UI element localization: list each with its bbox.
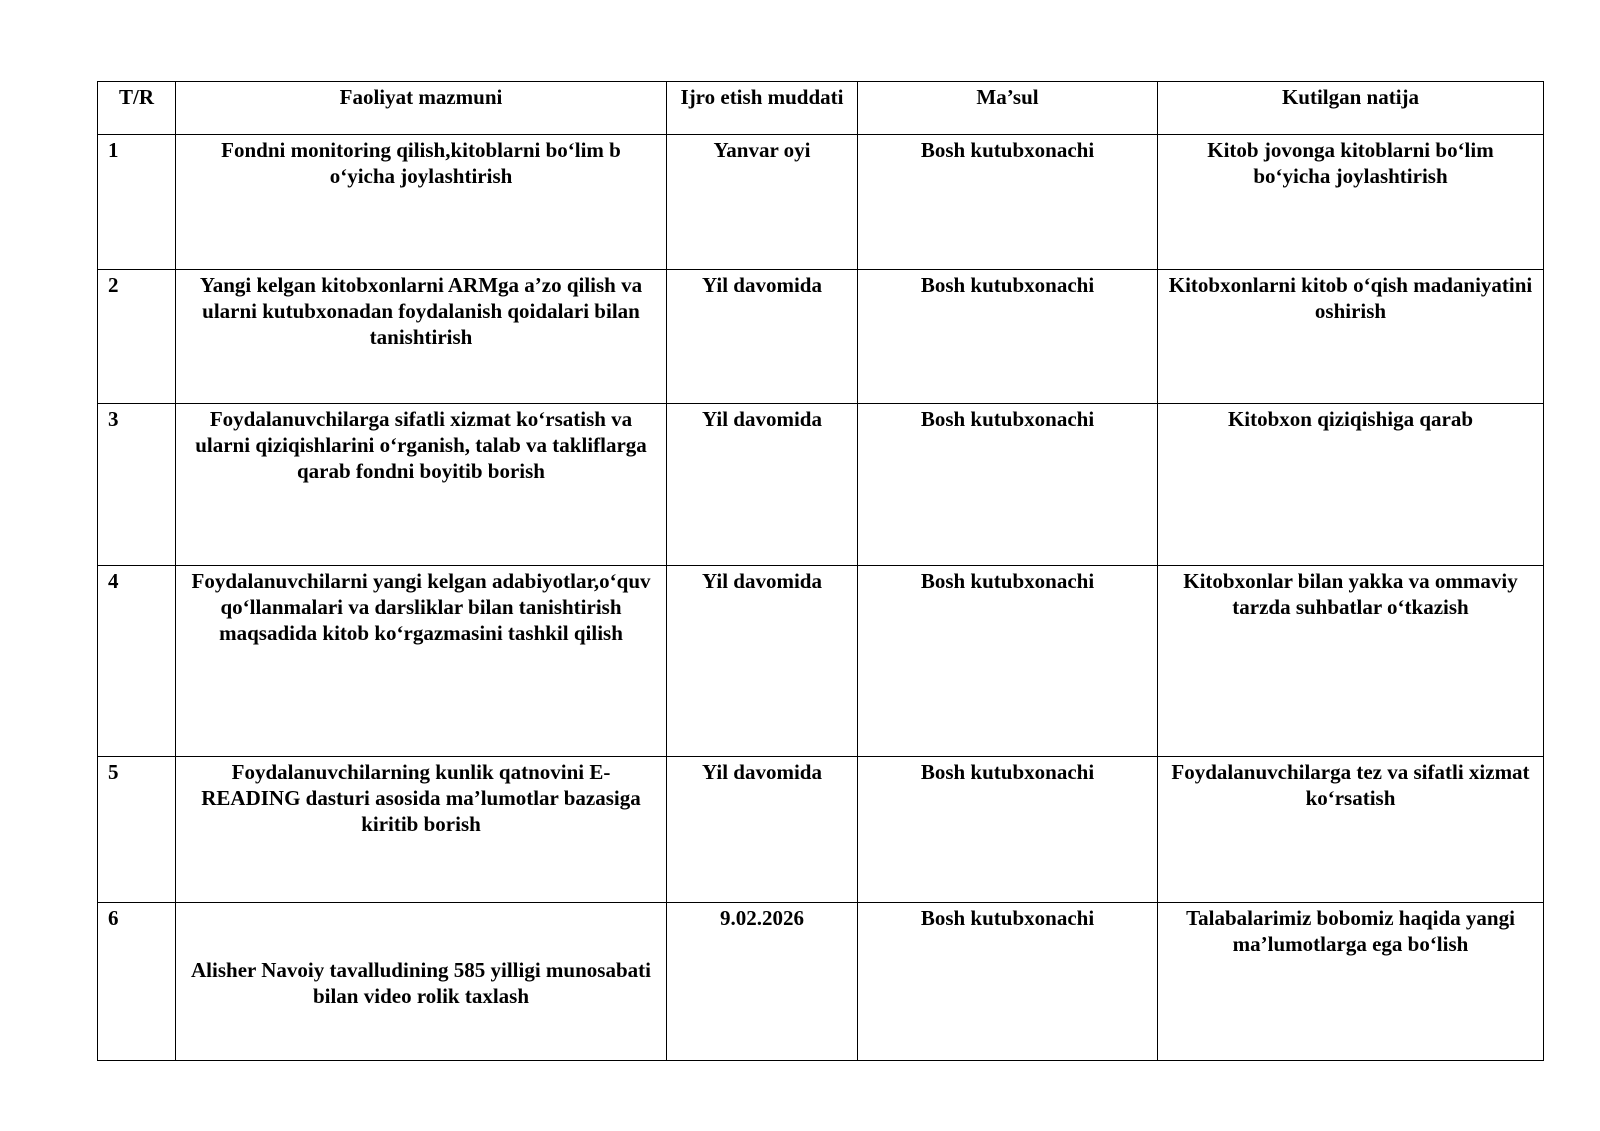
row-result: Kitob jovonga kitoblarni bo‘lim bo‘yicha joylashtirish — [1158, 135, 1544, 270]
row-responsible: Bosh kutubxonachi — [858, 270, 1158, 404]
table-row — [98, 566, 1544, 757]
row-num: 4 — [98, 566, 176, 757]
row-responsible: Bosh kutubxonachi — [858, 757, 1158, 903]
row-term: Yanvar oyi — [667, 135, 858, 270]
row-activity: Alisher Navoiy tavalludining 585 yilligi munosabati bilan video rolik taxlash — [191, 958, 651, 1008]
row-activity: Fondni monitoring qilish,kitoblarni bo‘lim b o‘yicha joylashtirish — [176, 135, 667, 270]
row-responsible: Bosh kutubxonachi — [858, 404, 1158, 566]
row-result: Kitobxon qiziqishiga qarab — [1158, 404, 1544, 566]
header-responsible: Ma’sul — [858, 82, 1158, 135]
row-result: Foydalanuvchilarga tez va sifatli xizmat ko‘rsatish — [1158, 757, 1544, 903]
row-term: 9.02.2026 — [667, 903, 858, 1061]
header-term: Ijro etish muddati — [667, 82, 858, 135]
row-term: Yil davomida — [667, 566, 858, 757]
row-activity: Foydalanuvchilarning kunlik qatnovini E-READING dasturi asosida ma’lumotlar bazasiga kiritib borish — [176, 757, 667, 903]
header-activity: Faoliyat mazmuni — [176, 82, 667, 135]
row-responsible: Bosh kutubxonachi — [858, 903, 1158, 1061]
row-term: Yil davomida — [667, 404, 858, 566]
row-activity: Foydalanuvchilarga sifatli xizmat ko‘rsatish va ularni qiziqishlarini o‘rganish, talab va takliflarga qarab fondni boyitib borish — [176, 404, 667, 566]
row-responsible: Bosh kutubxonachi — [858, 135, 1158, 270]
row-num: 5 — [98, 757, 176, 903]
table-header-row — [98, 82, 1544, 135]
row-responsible: Bosh kutubxonachi — [858, 566, 1158, 757]
row-activity-cell — [176, 903, 667, 1061]
row-num: 2 — [98, 270, 176, 404]
row-term: Yil davomida — [667, 270, 858, 404]
row-term: Yil davomida — [667, 757, 858, 903]
header-num: T/R — [98, 82, 176, 135]
table-row — [98, 135, 1544, 270]
row-num: 3 — [98, 404, 176, 566]
row-result: Kitobxonlar bilan yakka va ommaviy tarzda suhbatlar o‘tkazish — [1158, 566, 1544, 757]
table-row — [98, 404, 1544, 566]
table-row — [98, 903, 1544, 1061]
row-activity: Foydalanuvchilarni yangi kelgan adabiyotlar,o‘quv qo‘llanmalari va darsliklar bilan tanishtirish maqsadida kitob ko‘rgazmasini tashkil qilish — [176, 566, 667, 757]
row-result: Talabalarimiz bobomiz haqida yangi ma’lumotlarga ega bo‘lish — [1158, 903, 1544, 1061]
table-row — [98, 270, 1544, 404]
row-activity: Yangi kelgan kitobxonlarni ARMga a’zo qilish va ularni kutubxonadan foydalanish qoidalari bilan tanishtirish — [176, 270, 667, 404]
row-num: 1 — [98, 135, 176, 270]
header-result: Kutilgan natija — [1158, 82, 1544, 135]
activity-plan-table — [97, 81, 1544, 1061]
row-num: 6 — [98, 903, 176, 1061]
row-result: Kitobxonlarni kitob o‘qish madaniyatini oshirish — [1158, 270, 1544, 404]
table-row — [98, 757, 1544, 903]
